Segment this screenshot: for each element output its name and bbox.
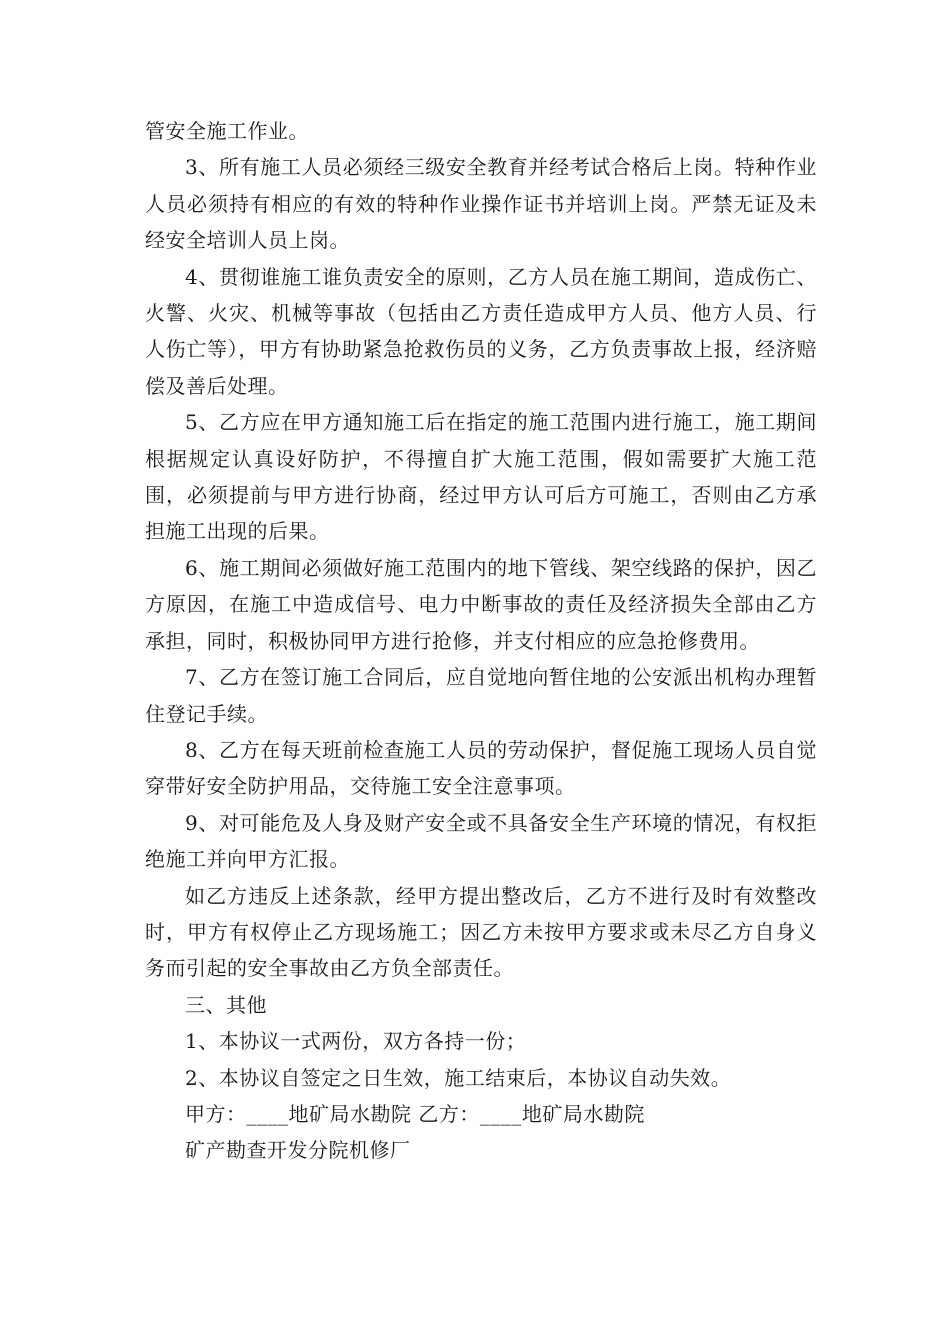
paragraph-penalty: 如乙方违反上述条款，经甲方提出整改后，乙方不进行及时有效整改时，甲方有权停止乙方现场施工；因乙方未按甲方要求或未尽乙方自身义务而引起的安全事故由乙方负全部责任。 [145, 883, 817, 981]
paragraph-clause-4: 4、贯彻谁施工谁负责安全的原则，乙方人员在施工期间，造成伤亡、火警、火灾、机械等事故（包括由乙方责任造成甲方人员、他方人员、行人伤亡等），甲方有协助紧急抢救伤员的义务，乙方负责事故上报，经济赔偿及善后处理。 [145, 264, 817, 398]
paragraph-clause-5: 5、乙方应在甲方通知施工后在指定的施工范围内进行施工，施工期间根据规定认真设好防护，不得擅自扩大施工范围，假如需要扩大施工范围，必须提前与甲方进行协商，经过甲方认可后方可施工，否则由乙方承担施工出现的后果。 [145, 410, 817, 544]
paragraph-other-2: 2、本协议自签定之日生效，施工结束后，本协议自动失效。 [185, 1065, 732, 1090]
section-heading-other: 三、其他 [185, 992, 267, 1017]
signature-line-parties: 甲方：____地矿局水勘院 乙方：____地矿局水勘院 [185, 1101, 645, 1126]
paragraph-clause-3: 3、所有施工人员必须经三级安全教育并经考试合格后上岗。特种作业人员必须持有相应的有效的特种作业操作证书并培训上岗。严禁无证及未经安全培训人员上岗。 [145, 155, 817, 253]
paragraph-clause-7: 7、乙方在签订施工合同后，应自觉地向暂住地的公安派出机构办理暂住登记手续。 [145, 665, 817, 726]
signature-line-organization: 矿产勘查开发分院机修厂 [185, 1138, 411, 1163]
paragraph-clause-6: 6、施工期间必须做好施工范围内的地下管线、架空线路的保护，因乙方原因，在施工中造成信号、电力中断事故的责任及经济损失全部由乙方承担，同时，积极协同甲方进行抢修，并支付相应的应急抢修费用。 [145, 555, 817, 653]
document-body [145, 113, 817, 1169]
paragraph-clause-9: 9、对可能危及人身及财产安全或不具备安全生产环境的情况，有权拒绝施工并向甲方汇报。 [145, 810, 817, 872]
paragraph-continuation: 管安全施工作业。 [145, 119, 309, 143]
paragraph-other-1: 1、本协议一式两份，双方各持一份； [185, 1029, 527, 1054]
paragraph-clause-8: 8、乙方在每天班前检查施工人员的劳动保护，督促施工现场人员自觉穿带好安全防护用品，交待施工安全注意事项。 [145, 737, 817, 799]
